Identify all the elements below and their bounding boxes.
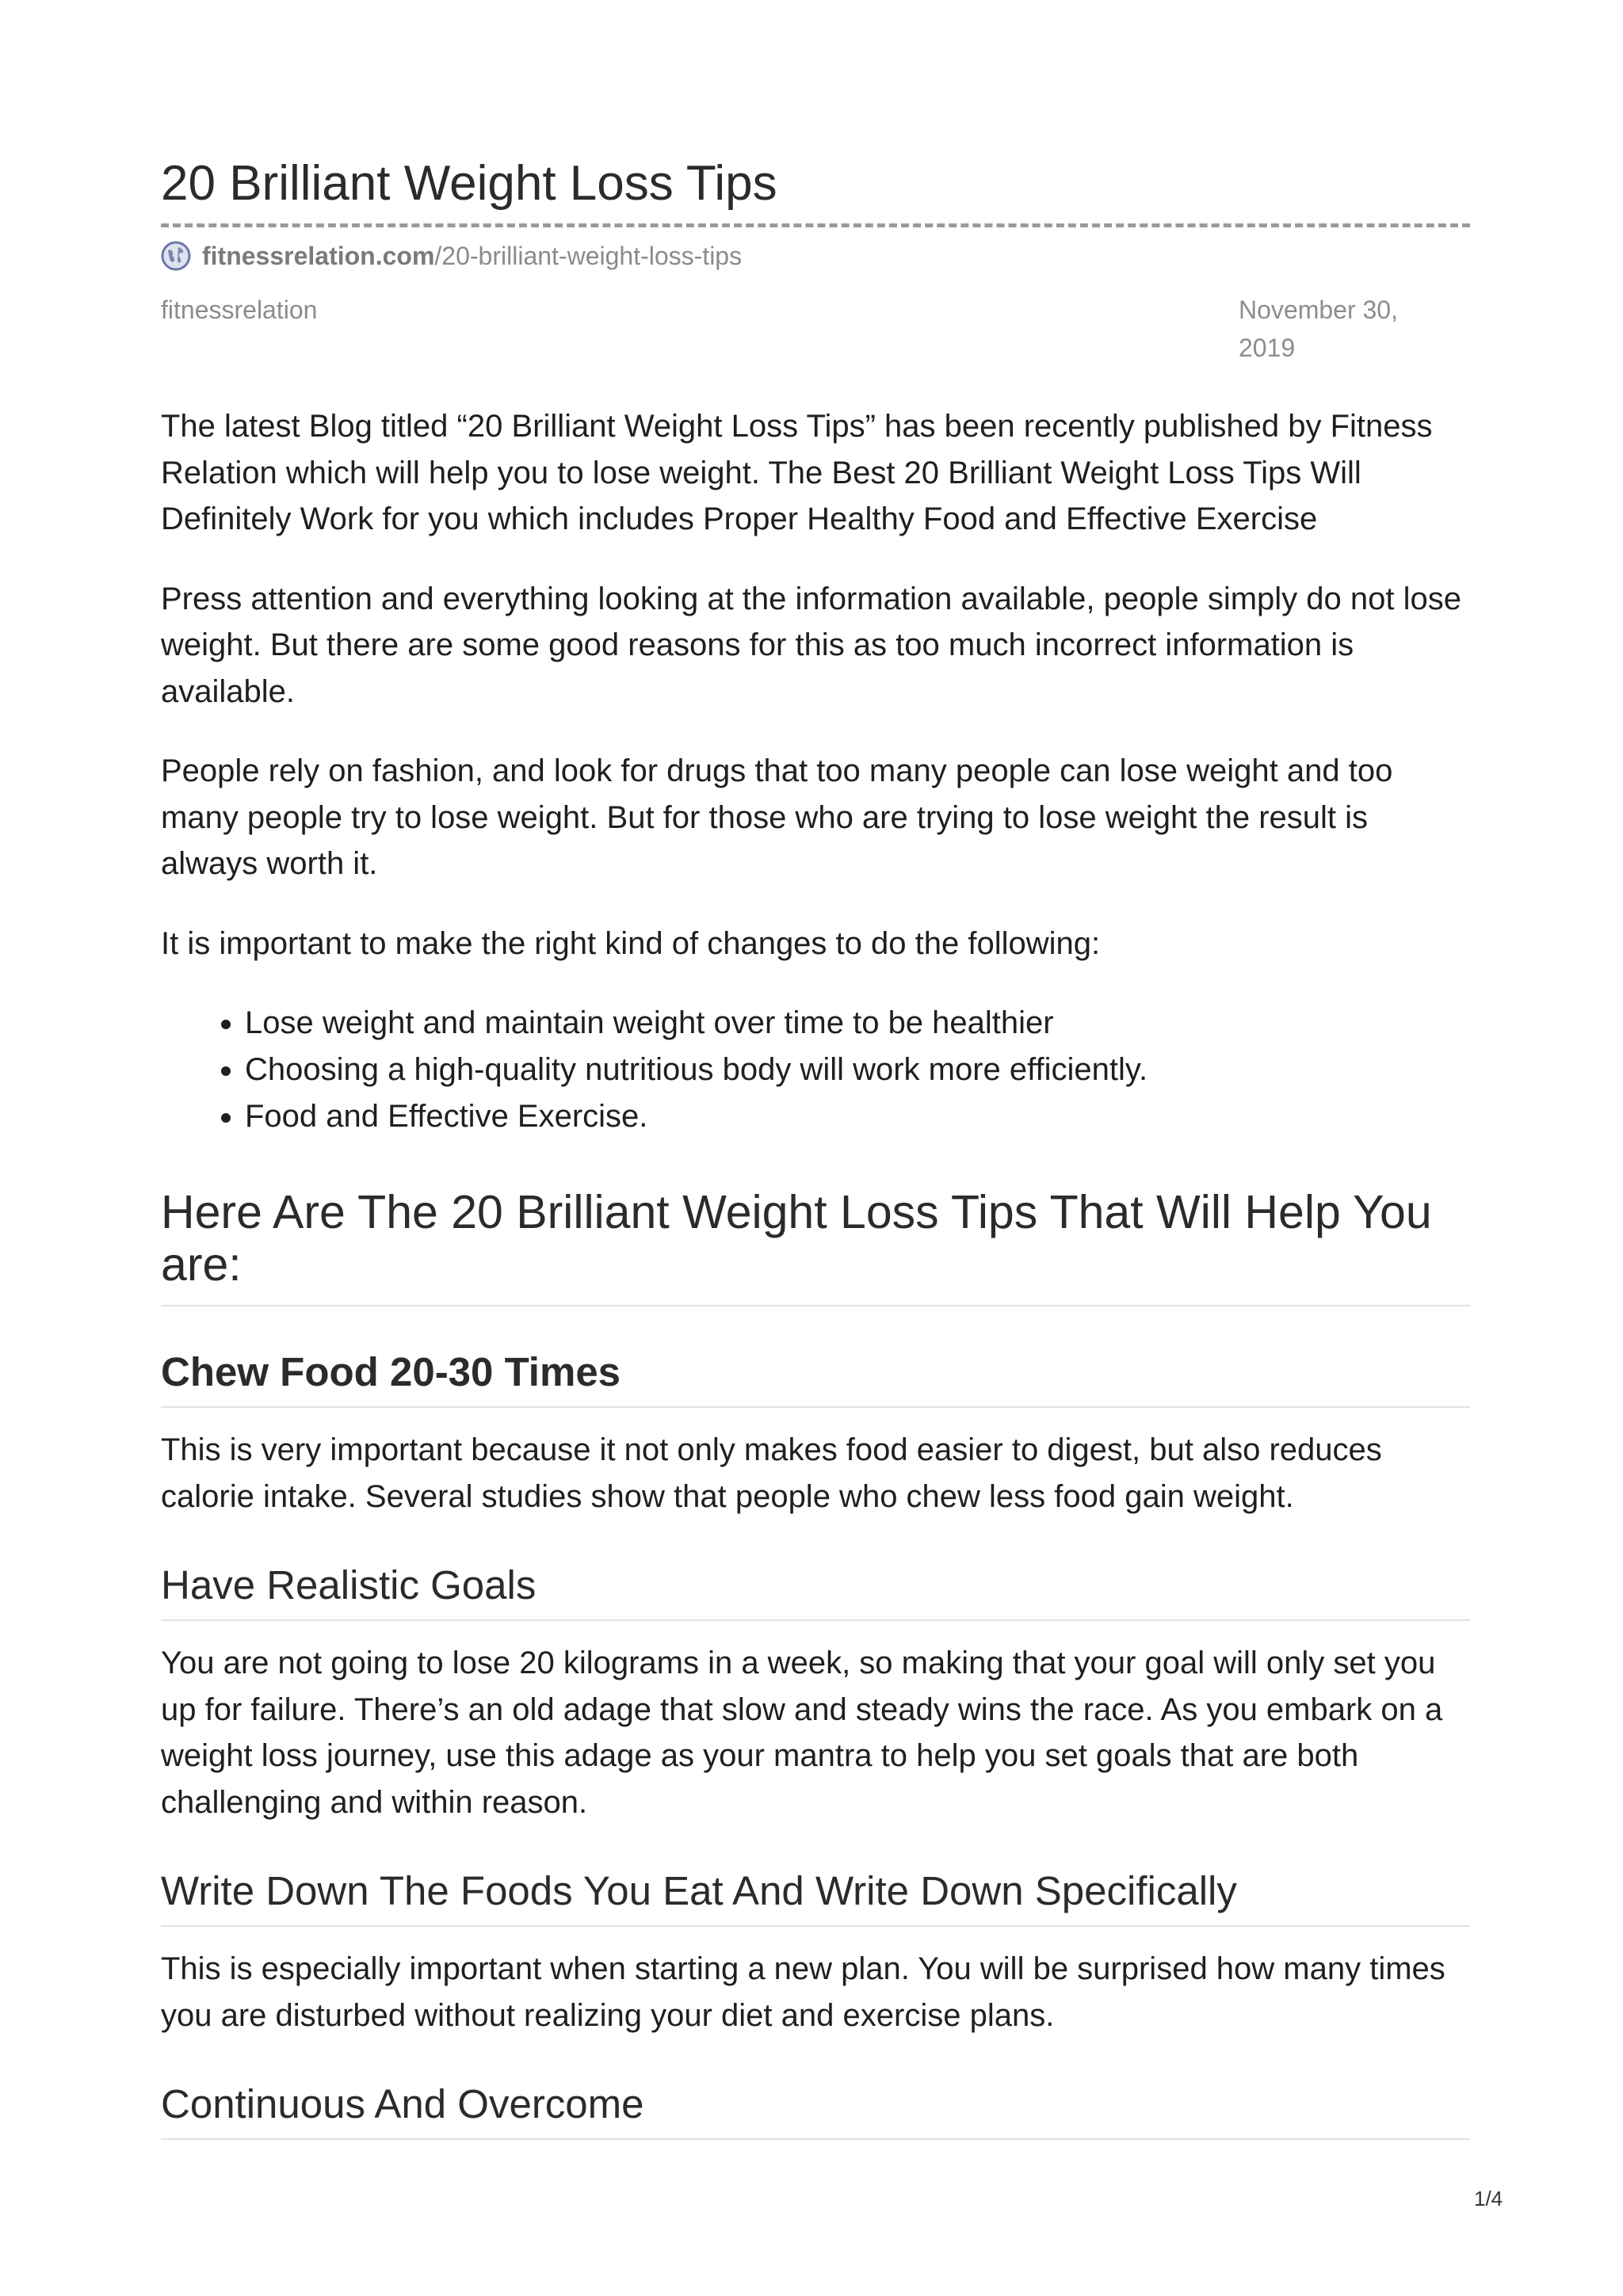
tip-heading-chew-food: Chew Food 20-30 Times [161,1349,621,1394]
article [161,151,1470,2140]
paragraph-4: It is important to make the right kind of changes to do the following: [161,925,1101,961]
globe-icon [161,241,191,271]
list-item: • Food and Effective Exercise. [245,1093,1470,1140]
tip-divider [161,2138,1470,2140]
list-item: • Choosing a high-quality nutritious body will work more efficiently. [245,1047,1470,1093]
list-item: • Lose weight and maintain weight over time to be healthier [245,1000,1470,1047]
page-number: 1/4 [1474,2187,1503,2210]
tip-text-chew-food: This is very important because it not only makes food easier to digest, but also reduces calorie intake. Several studies show that people who chew less food gain weight. [161,1432,1382,1514]
title-divider [161,223,1470,227]
paragraph-3: People rely on fashion, and look for drugs that too many people can lose weight and too many people try to lose weight. But for those who are trying to lose weight the result is always worth it. [161,753,1393,881]
page-title: 20 Brilliant Weight Loss Tips [161,156,777,211]
publish-date: November 30, 2019 [1239,296,1398,362]
tip-text-realistic-goals: You are not going to lose 20 kilograms in a week, so making that your goal will only set you up for failure. There’s an old adage that slow and steady wins the race. As you embark on a weight loss journey, use this adage as your mantra to help you set goals that are both challenging and within reason. [161,1646,1443,1820]
paragraph-2: Press attention and everything looking at the information available, people simply do not lose weight. But there are some good reasons for this as too much incorrect information is available. [161,581,1461,709]
tip-heading-realistic-goals: Have Realistic Goals [161,1562,537,1608]
bullet-list [161,1000,1470,1140]
source-link[interactable] [161,238,1470,273]
section-heading: Here Are The 20 Brilliant Weight Loss Tips That Will Help You are: [161,1186,1432,1291]
tip-heading-write-down-foods: Write Down The Foods You Eat And Write Down Specifically [161,1868,1237,1913]
author-name: fitnessrelation [161,296,318,324]
intro-paragraph: The latest Blog titled “20 Brilliant Weight Loss Tips” has been recently published by Fitness Relation which will help you to lose weight. The Best 20 Brilliant Weight Loss Tips Will Definitely Work for you which includes Proper Healthy Food and Effective Exercise [161,409,1433,536]
article-meta [161,291,1470,370]
source-path[interactable]: /20-brilliant-weight-loss-tips [434,241,743,270]
tip-heading-continuous: Continuous And Overcome [161,2081,644,2126]
source-domain[interactable]: fitnessrelation.com [202,241,435,270]
tip-text-write-down-foods: This is especially important when starting a new plan. You will be surprised how many times you are disturbed without realizing your diet and exercise plans. [161,1951,1445,2033]
